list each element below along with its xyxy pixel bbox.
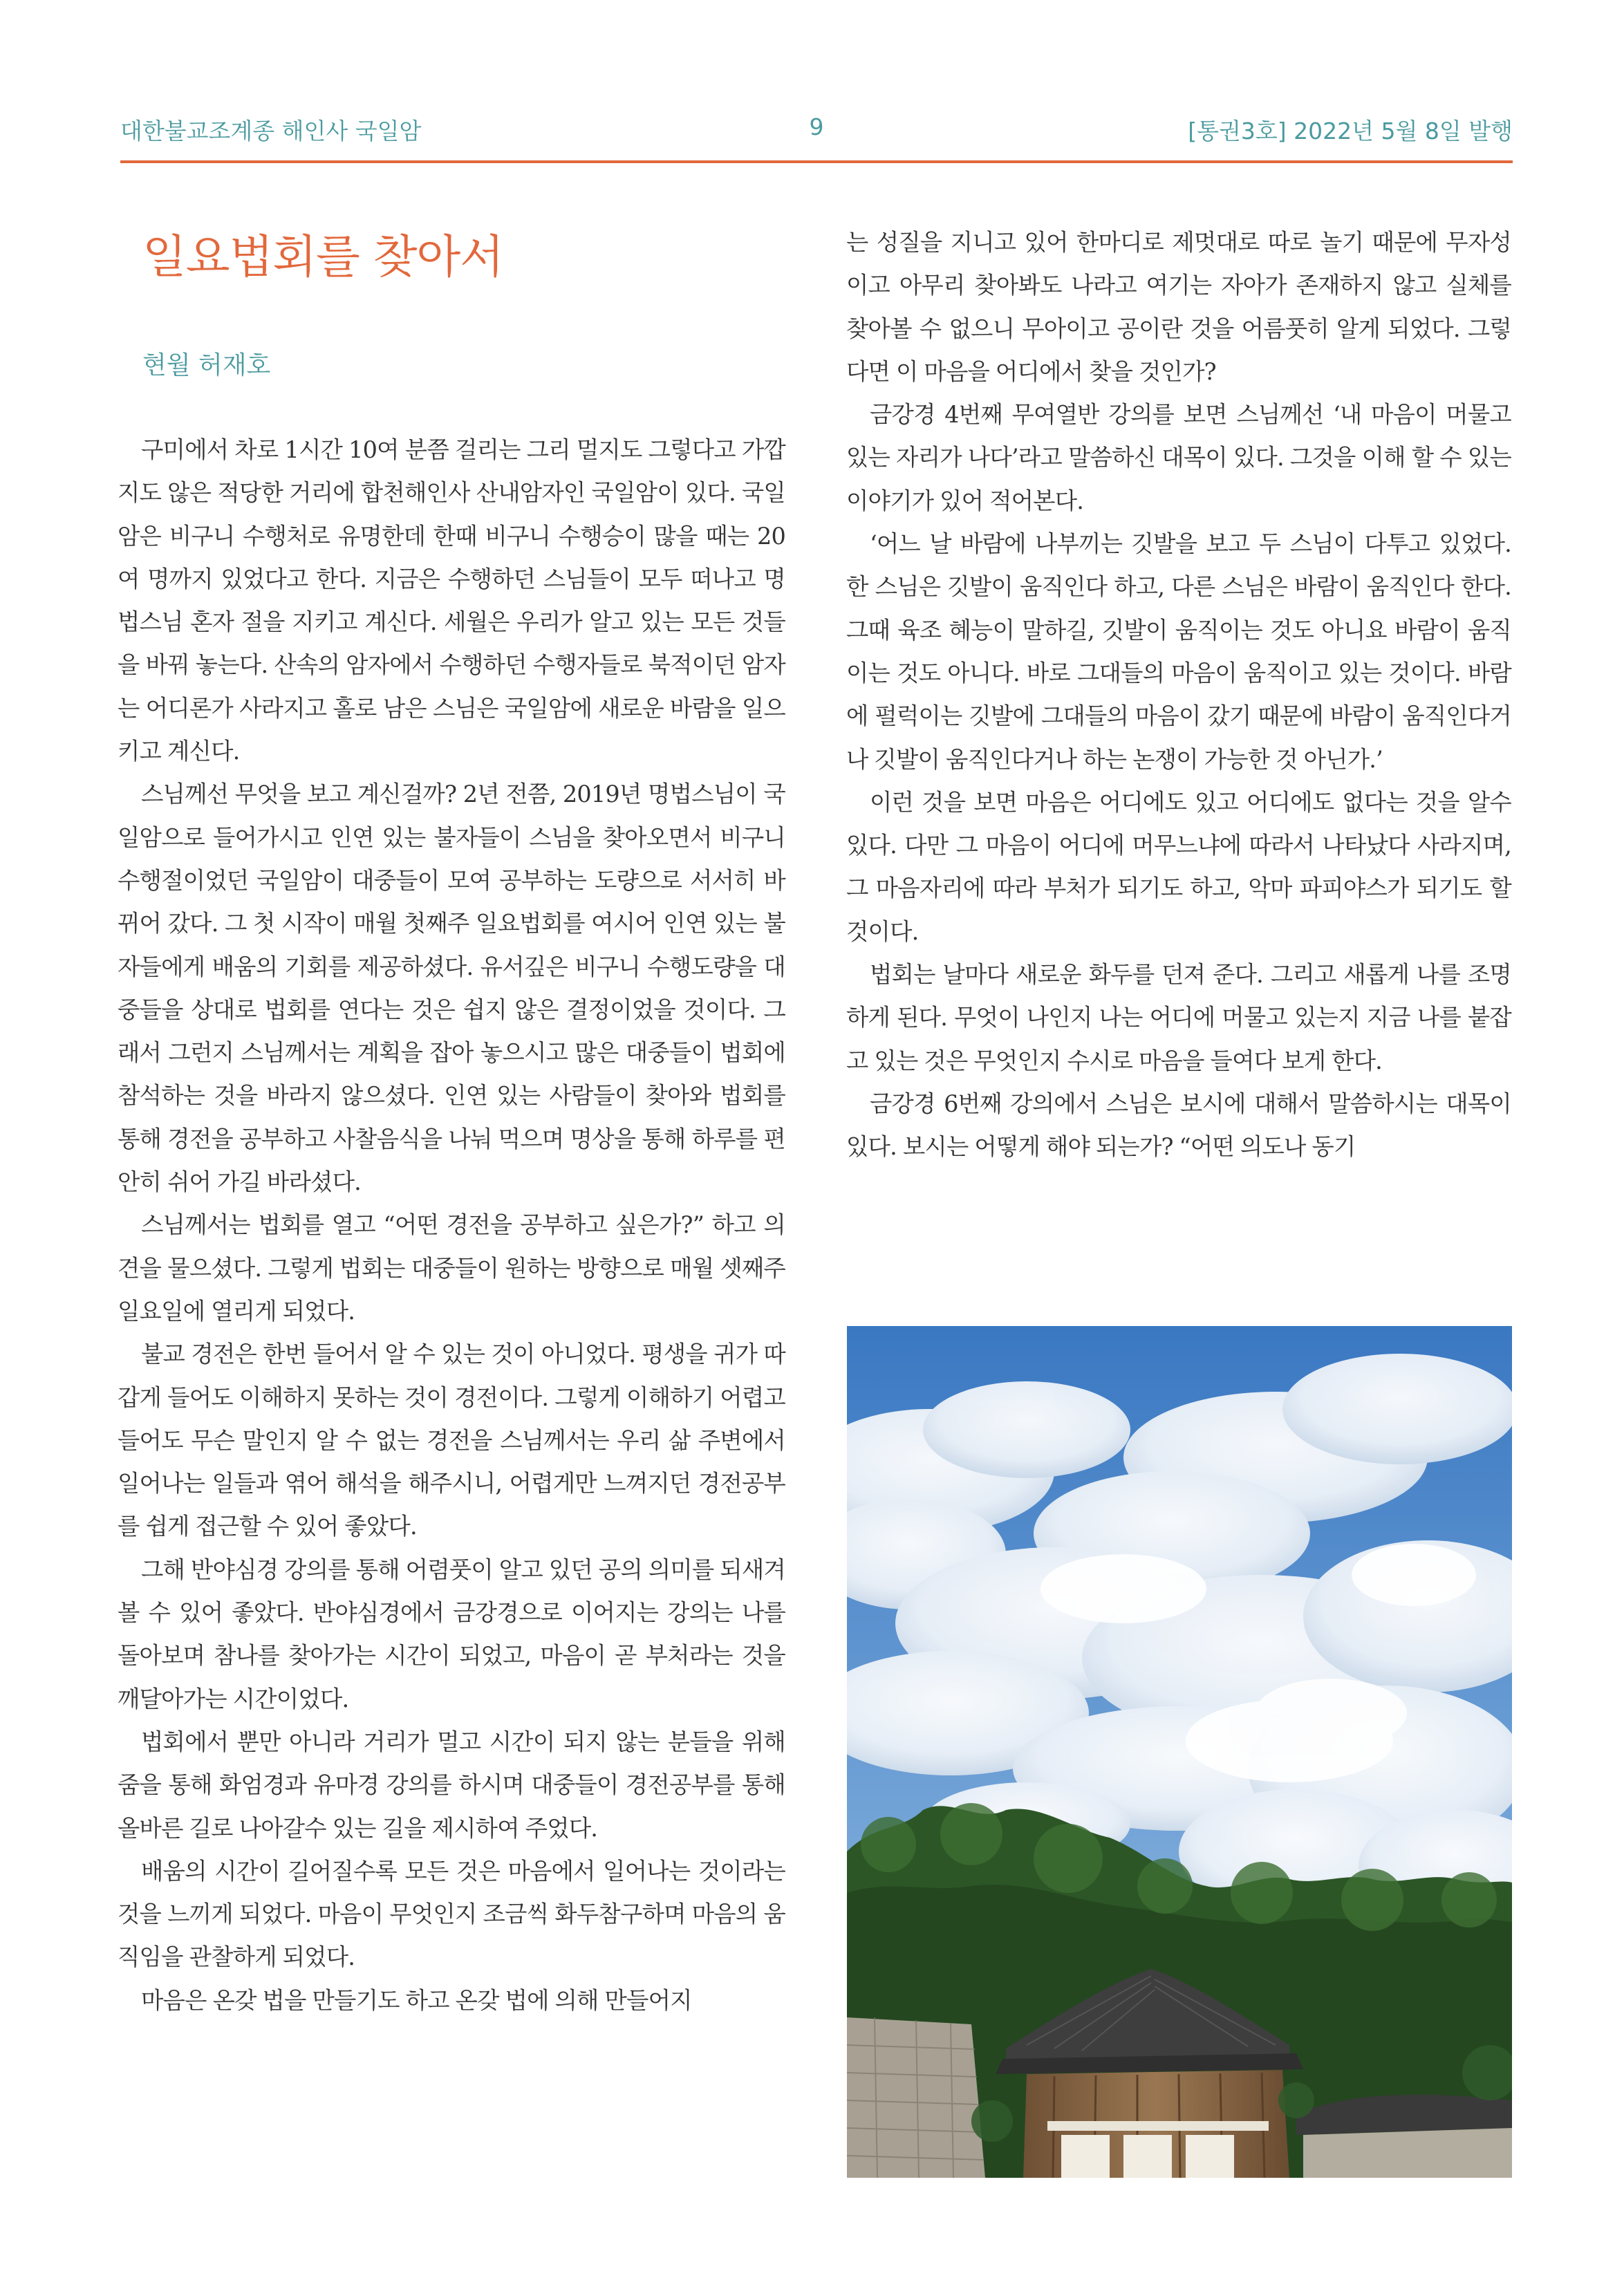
paragraph: 배움의 시간이 길어질수록 모든 것은 마음에서 일어나는 것이라는 것을 느끼게 되었다. 마음이 무엇인지 조금씩 화두참구하며 마음의 움직임을 관찰하게 되었다. [118,1857,785,1971]
header-divider [120,160,1513,163]
paragraph: ‘어느 날 바람에 나부끼는 깃발을 보고 두 스님이 다투고 있었다. 한 스님은 깃발이 움직인다 하고, 다른 스님은 바람이 움직인다 한다. 그때 육조 혜능이 말하길, 깃발이 움직이는 것도 아니요 바람이 움직이는 것도 아니다. 바로 그대들의 마음이 움직이고 있는 것이다. 바람에 펄럭이는 깃발에 그대들의 마음이 갔기 때문에 바람이 움직인다거나 깃발이 움직인다거나 하는 논쟁이 가능한 것 아닌가.’ [846,530,1511,773]
paragraph: 불교 경전은 한번 들어서 알 수 있는 것이 아니었다. 평생을 귀가 따갑게 들어도 이해하지 못하는 것이 경전이다. 그렇게 이해하기 어렵고 들어도 무슨 말인지 알 수 없는 경전을 스님께서는 우리 삶 주변에서 일어나는 일들과 엮어 해석을 해주시니, 어렵게만 느껴지던 경전공부를 쉽게 접근할 수 있어 좋았다. [118,1341,785,1540]
paragraph: 스님께선 무엇을 보고 계신걸까? 2년 전쯤, 2019년 명법스님이 국일암으로 들어가시고 인연 있는 불자들이 스님을 찾아오면서 비구니 수행절이었던 국일암이 대중들이 모여 공부하는 도량으로 서서히 바뀌어 갔다. 그 첫 시작이 매월 첫째주 일요법회를 여시어 인연 있는 불자들에게 배움의 기회를 제공하셨다. 유서깊은 비구니 수행도량을 대중들을 상대로 법회를 연다는 것은 쉽지 않은 결정이었을 것이다. 그래서 그런지 스님께서는 계획을 잡아 놓으시고 많은 대중들이 법회에 참석하는 것을 바라지 않으셨다. 인연 있는 사람들이 찾아와 법회를 통해 경전을 공부하고 사찰음식을 나눠 먹으며 명상을 통해 하루를 편안히 쉬어 가길 바라셨다. [118,781,785,1196]
paragraph: 법회에서 뿐만 아니라 거리가 멀고 시간이 되지 않는 분들을 위해 줌을 통해 화엄경과 유마경 강의를 하시며 대중들이 경전공부를 통해 올바른 길로 나아갈수 있는 길을 제시하여 주었다. [118,1728,785,1842]
paragraph: 마음은 온갖 법을 만들기도 하고 온갖 법에 의해 만들어지 [141,1986,692,2014]
article-title: 일요법회를 찾아서 [142,230,504,283]
paragraph: 구미에서 차로 1시간 10여 분쯤 걸리는 그리 멀지도 그렇다고 가깝지도 않은 적당한 거리에 합천해인사 산내암자인 국일암이 있다. 국일암은 비구니 수행처로 유명한데 한때 비구니 수행승이 많을 때는 20여 명까지 있었다고 한다. 지금은 수행하던 스님들이 모두 떠나고 명법스님 혼자 절을 지키고 계신다. 세월은 우리가 알고 있는 모든 것들을 바꿔 놓는다. 산속의 암자에서 수행하던 수행자들로 북적이던 암자는 어디론가 사라지고 홀로 남은 스님은 국일암에 새로운 바람을 일으키고 계신다. [118,436,785,765]
paragraph: 금강경 4번째 무여열반 강의를 보면 스님께선 ‘내 마음이 머물고 있는 자리가 나다’라고 말씀하신 대목이 있다. 그것을 이해 할 수 있는 이야기가 있어 적어본다. [846,401,1511,514]
publisher-name: 대한불교조계종 해인사 국일암 [120,118,422,144]
right-column [846,221,1511,1169]
paragraph: 금강경 6번째 강의에서 스님은 보시에 대해서 말씀하시는 대목이 있다. 보시는 어떻게 해야 되는가? “어떤 의도나 동기 [846,1090,1511,1161]
page-header [120,111,1513,149]
paragraph-continued: 는 성질을 지니고 있어 한마디로 제멋대로 따로 놀기 때문에 무자성이고 아무리 찾아봐도 나라고 여기는 자아가 존재하지 않고 실체를 찾아볼 수 없으니 무아이고 공이란 것을 어름풋히 알게 되었다. 그렇다면 이 마음을 어디에서 찾을 것인가? [846,229,1511,385]
temple-sky-photo [847,1326,1512,2178]
paragraph: 그해 반야심경 강의를 통해 어렴풋이 알고 있던 공의 의미를 되새겨 볼 수 있어 좋았다. 반야심경에서 금강경으로 이어지는 강의는 나를 돌아보며 참나를 찾아가는 시간이 되었고, 마음이 곧 부처라는 것을 깨달아가는 시간이었다. [118,1556,785,1712]
paragraph: 스님께서는 법회를 열고 “어떤 경전을 공부하고 싶은가?” 하고 의견을 물으셨다. 그렇게 법회는 대중들이 원하는 방향으로 매월 셋째주 일요일에 열리게 되었다. [118,1211,785,1325]
article-author: 현월 허재호 [142,351,271,380]
page-number: 9 [809,113,824,140]
paragraph: 법회는 날마다 새로운 화두를 던져 준다. 그리고 새롭게 나를 조명하게 된다. 무엇이 나인지 나는 어디에 머물고 있는지 지금 나를 붙잡고 있는 것은 무엇인지 수시로 마음을 들여다 보게 한다. [846,961,1511,1074]
paragraph: 이런 것을 보면 마음은 어디에도 있고 어디에도 없다는 것을 알수있다. 다만 그 마음이 어디에 머무느냐에 따라서 나타났다 사라지며, 그 마음자리에 따라 부처가 되기도 하고, 악마 파피야스가 되기도 할 것이다. [846,788,1511,945]
left-column [118,429,785,2022]
issue-info: [통권3호] 2022년 5월 8일 발행 [1188,118,1513,144]
